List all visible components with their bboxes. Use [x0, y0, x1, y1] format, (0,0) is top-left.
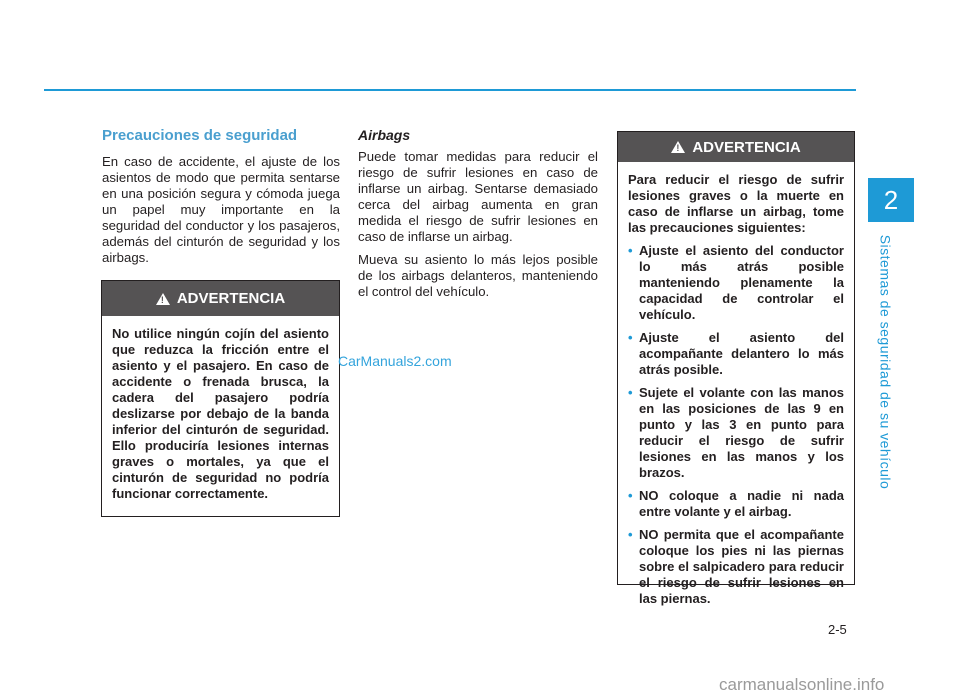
- warning-header: [618, 132, 854, 162]
- airbags-paragraph: Mueva su asiento lo más lejos posible de los airbags delanteros, manteniendo el control del vehículo.: [358, 252, 598, 299]
- section-title: Precauciones de seguridad: [102, 127, 298, 144]
- warning-box-airbag: [617, 131, 855, 606]
- column-left: [102, 127, 340, 266]
- warning-body: [618, 162, 854, 622]
- list-item: • NO permita que el acompañante coloque los pies ni las piernas sobre el salpicadero para reducir el riesgo de sufrir lesiones en las piernas.: [628, 527, 844, 607]
- list-item: • Sujete el volante con las manos en las posiciones de las 9 en punto y las 3 en punto para reducir el riesgo de sufrir lesiones en las manos y los brazos.: [628, 385, 844, 481]
- column-middle: [358, 127, 598, 300]
- warning-intro: Para reducir el riesgo de sufrir lesiones graves o la muerte en caso de inflarse un airbag, tome las precauciones siguientes:: [628, 172, 844, 235]
- airbags-title: Airbags: [358, 127, 411, 143]
- chapter-title: Sistemas de seguridad de su vehículo: [877, 234, 893, 490]
- section-body: En caso de accidente, el ajuste de los asientos de modo que permita sentarse en una posición segura y cómoda juega un papel muy importante en la seguridad del conductor y los pasajeros, además del cinturón de seguridad y los airbags.: [102, 154, 340, 265]
- list-item: • NO coloque a nadie ni nada entre volante y el airbag.: [628, 488, 844, 520]
- list-item: • Ajuste el asiento del acompañante delantero lo más atrás posible.: [628, 330, 844, 378]
- precautions-list: [628, 243, 844, 607]
- header-rule: [44, 89, 856, 91]
- warning-triangle-icon: [156, 293, 170, 305]
- airbags-paragraph: Puede tomar medidas para reducir el riesgo de sufrir lesiones en caso de inflarse un airbag. Sentarse demasiado cerca del airbag aumenta en gran medida el riesgo de sufrir lesiones en caso de inflarse un airbag.: [358, 149, 598, 244]
- warning-triangle-icon: [671, 141, 685, 153]
- chapter-side-title: [855, 232, 915, 492]
- list-item: • Ajuste el asiento del conductor lo más atrás posible manteniendo plenamente la capacidad de controlar el vehículo.: [628, 243, 844, 323]
- page-number: 2-5: [828, 622, 847, 637]
- chapter-number-tab: 2: [868, 178, 914, 222]
- warning-heading: ADVERTENCIA: [176, 290, 286, 307]
- warning-heading: ADVERTENCIA: [692, 138, 801, 156]
- footer-watermark: carmanualsonline.info: [719, 675, 885, 694]
- warning-header: [102, 281, 339, 316]
- warning-text: No utilice ningún cojín del asiento que reduzca la fricción entre el asiento y el pasajero. En caso de accidente o frenada brusca, la cadera del pasajero podría deslizarse por debajo de la banda inferior del cinturón de seguridad. Ello produciría lesiones internas graves o mortales, ya que el cinturón de seguridad no podría funcionar correctamente.: [112, 326, 329, 501]
- watermark-link[interactable]: CarManuals2.com: [338, 353, 452, 369]
- warning-box-cushion: [101, 280, 340, 517]
